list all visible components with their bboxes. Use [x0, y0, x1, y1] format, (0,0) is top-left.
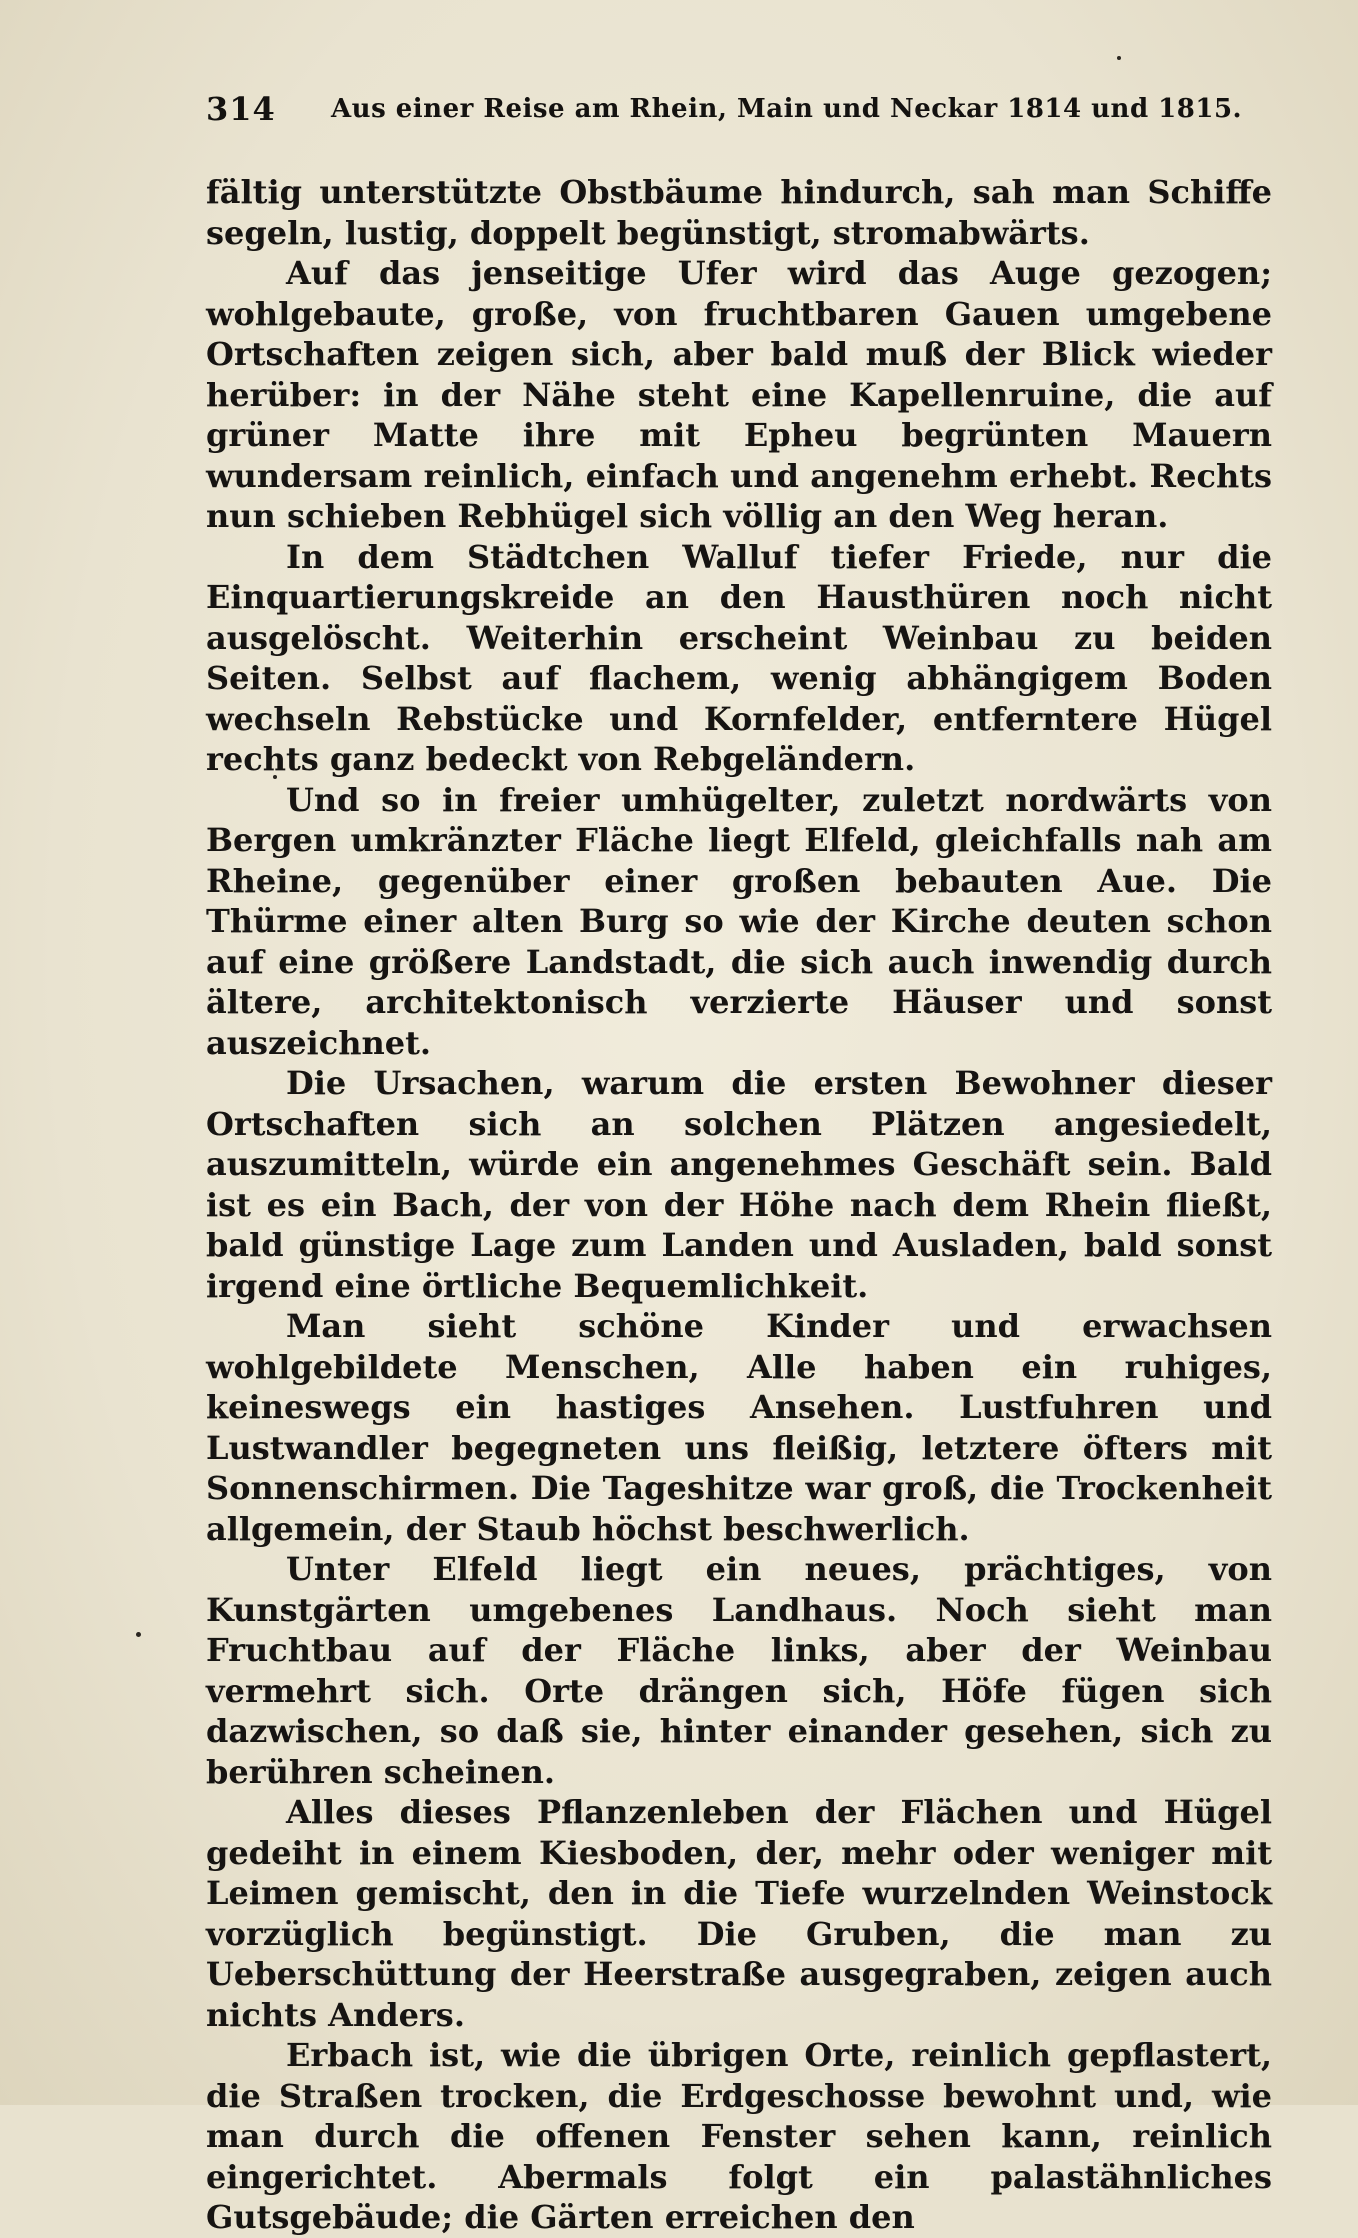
paragraph: Auf das jenseitige Ufer wird das Auge gezogen; wohlgebaute, große, von fruchtbaren Gauen umgebene Ortschaften zeigen sich, aber bald muß der Blick wieder herüber: in der Nähe steht eine Kapellenruine, die auf grüner Matte ihre mit Epheu begrünten Mauern wundersam reinlich, einfach und angenehm erhebt. Rechts nun schieben Rebhügel sich völlig an den Weg heran.	[206, 254, 1272, 535]
paragraph: Die Ursachen, warum die ersten Bewohner dieser Ortschaften sich an solchen Plätzen angesiedelt, auszumitteln, würde ein angenehmes Geschäft sein. Bald ist es ein Bach, der von der Höhe nach dem Rhein fließt, bald günstige Lage zum Landen und Ausladen, bald sonst irgend eine örtliche Bequemlichkeit.	[206, 1064, 1272, 1305]
ink-speck	[136, 1632, 141, 1637]
paragraph: In dem Städtchen Walluf tiefer Friede, nur die Einquartierungskreide an den Hausthüren noch nicht ausgelöscht. Weiterhin erscheint Weinbau zu beiden Seiten. Selbst auf flachem, wenig abhängigem Boden wechseln Rebstücke und Kornfelder, entferntere Hügel rechts ganz bedeckt von Rebgeländern.	[206, 537, 1272, 778]
paragraph: Man sieht schöne Kinder und erwachsen wohlgebildete Menschen, Alle haben ein ruhiges, keineswegs ein hastiges Ansehen. Lustfuhren und Lustwandler begegneten uns fleißig, letztere öfters mit Sonnenschirmen. Die Tageshitze war groß, die Trockenheit allgemein, der Staub höchst beschwerlich.	[206, 1307, 1272, 1548]
page-header	[206, 90, 1272, 140]
paragraph: Unter Elfeld liegt ein neues, prächtiges, von Kunstgärten umgebenes Landhaus. Noch sieht man Fruchtbau auf der Fläche links, aber der Weinbau vermehrt sich. Orte drängen sich, Höfe fügen sich dazwischen, so daß sie, hinter einander gesehen, sich zu berühren scheinen.	[206, 1550, 1272, 1791]
paragraph: Erbach ist, wie die übrigen Orte, reinlich gepflastert, die Straßen trocken, die Erdgeschosse bewohnt und, wie man durch die offenen Fenster sehen kann, reinlich eingerichtet. Abermals folgt ein palastähnliches Gutsgebäude; die Gärten erreichen den	[206, 2036, 1272, 2236]
running-title: Aus einer Reise am Rhein, Main und Neckar 1814 und 1815.	[331, 94, 1243, 124]
paragraph: Alles dieses Pflanzenleben der Flächen und Hügel gedeiht in einem Kiesboden, der, mehr oder weniger mit Leimen gemischt, den in die Tiefe wurzelnden Weinstock vorzüglich begünstigt. Die Gruben, die man zu Ueberschüttung der Heerstraße ausgegraben, zeigen auch nichts Anders.	[206, 1793, 1272, 2034]
page-number: 314	[206, 90, 276, 128]
body-text	[206, 172, 1272, 2238]
paragraph: Und so in freier umhügelter, zuletzt nordwärts von Bergen umkränzter Fläche liegt Elfeld, gleichfalls nah am Rheine, gegenüber einer großen bebauten Aue. Die Thürme einer alten Burg so wie der Kirche deuten schon auf eine größere Landstadt, die sich auch inwendig durch ältere, architektonisch verzierte Häuser und sonst auszeichnet.	[206, 780, 1272, 1062]
paragraph: fältig unterstützte Obstbäume hindurch, sah man Schiffe segeln, lustig, doppelt begünstigt, stromabwärts.	[206, 173, 1272, 252]
ink-speck	[1117, 56, 1121, 60]
